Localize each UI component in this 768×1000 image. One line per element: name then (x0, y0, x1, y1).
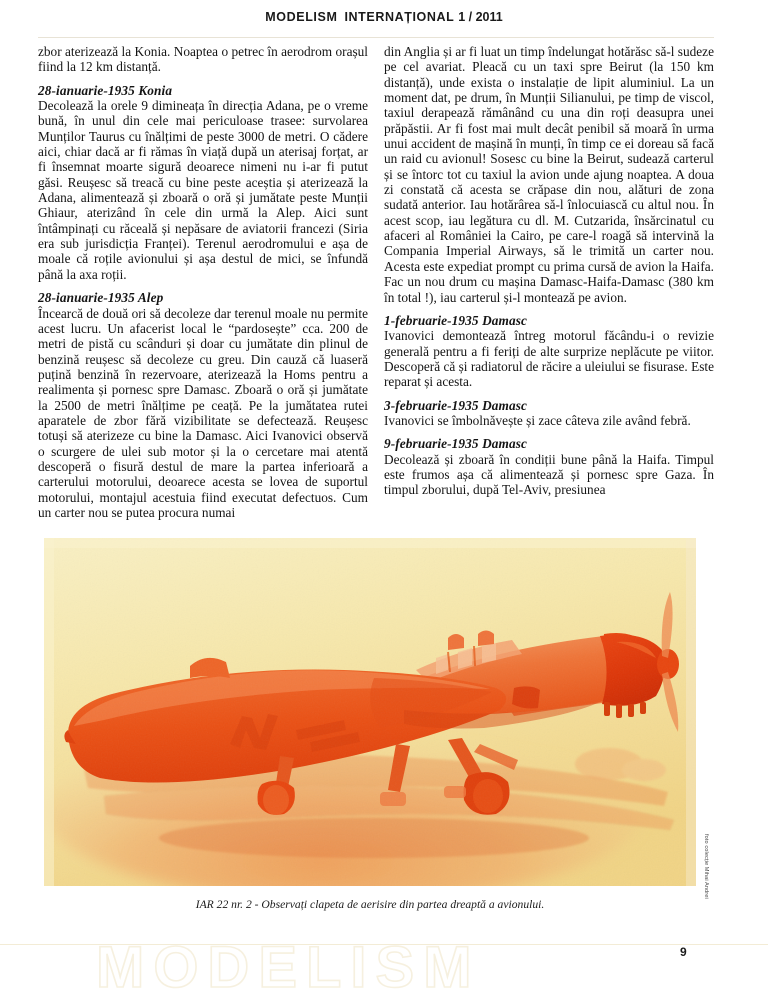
section-heading: 28-ianuarie-1935 Alep (38, 290, 164, 306)
running-head (0, 10, 768, 24)
article-body (38, 44, 714, 534)
article-photo (44, 538, 696, 886)
paragraph: Ivanovici se îmbolnăvește și zace câteva zile având febră. (384, 412, 691, 428)
aircraft-photo-illustration (44, 538, 696, 886)
page-number: 9 (680, 945, 687, 959)
magazine-name: MODELISM (265, 10, 338, 24)
photo-caption: IAR 22 nr. 2 - Observați clapeta de aerisire din partea dreaptă a avionului. (195, 898, 545, 911)
column-left (38, 44, 368, 520)
footer-watermark: MODELISM (96, 935, 481, 1000)
edition-name: INTERNAȚIONAL (344, 10, 455, 24)
issue-label: 1 / 2011 (458, 10, 503, 24)
paragraph: Încearcă de două ori să decoleze dar terenul moale nu permite acest lucru. Un afacerist local le “pardosește” cca. 200 de metri de pistă cu scânduri și doar cu jumătate din plinul de benzină reușesc să decoleze cu greu. Din cauză că luaseră puțină benzină în rezervoare, aterizează la Homs pentru a realimenta și pornesc spre Damasc. Zboară o oră și jumătate la 2500 de metri înălțime pe ceață. Pe la jumătatea rutei aparatele de zbor fără vizibilitate se defectează. Reușesc totuși să aterizeze cu bine la Damasc. Aici Ivanovici observă o scurgere de ulei sub motor și la o cercetare mai atentă descoperă o fisură destul de mare la partea inferioară a carterului motorului, deoarece acesta se lovea de suportul motorului, montajul acestuia fiind executat defectuos. Cum un carter nou se putea procura numai (38, 305, 368, 520)
section-heading: 3-februarie-1935 Damasc (384, 397, 528, 413)
paragraph: Decolează la orele 9 dimineața în direcția Adana, pe o vreme bună, în unul din cele mai periculoase trasee: survolarea Munților Taurus cu înălțimi de peste 3000 de metri. O cădere aici, chiar dacă ar fi rămas în viață după un aterisaj forțat, ar fi însemnat moarte sigură deoarece nimeni nu i-ar fi putut găsi. Reușesc să treacă cu bine peste aceștia și aterizează la Adana, alimentează și zboară o oră și jumătate peste Munții Ghiaur, aterizând în cele din urmă la Alep. Aici sunt întâmpinați cu răceală și nepăsare de aviatorii francezi (Siria era sub jurisdicția Franței). Terenul aerodromului e așa de moale că roțile avionului și așa destul de mici, se înfundă până la axa roții. (38, 98, 368, 282)
photo-image (44, 538, 696, 886)
header-divider (38, 37, 714, 38)
paragraph: din Anglia și ar fi luat un timp îndelungat hotărăsc să-l sudeze pe cel avariat. Pleacă cu un taxi spre Beirut (la 150 km distanță), unde exista o instalație de lipit aluminiul. La un moment dat, pe drum, în Munții Silianului, pe timp de viscol, taxiul derapează rămânând cu una din roți deasupra unei prăpăstii. Ar fi fost mai mult decât penibil să moară în urma unui accident de mașină în munți, în timp ce ei doreau să facă un raid cu avionul! Sosesc cu bine la Beirut, sudează carterul și se întorc tot cu taxiul la avion unde ajung noaptea. A doua zi constată că acesta se crăpase din nou, alături de zona sudată anterior. Iau hotărârea să-l înlocuiască cu altul nou. În acest scop, iau legătura cu dl. M. Cutzarida, însărcinatul cu afaceri al României la Cairo, pe care-l roagă să intervină la Compania Imperial Airways, să le trimită un carter nou. Acesta este expediat prompt cu prima cursă de avion la Haifa. Fac un nou drum cu mașina Damasc-Haifa-Damasc (380 km în total !), iau carterul și-l montează pe avion. (384, 44, 714, 305)
paragraph: Ivanovici demontează întreg motorul făcându-i o revizie generală pentru a fi feriți de alte surprize neplăcute pe viitor. Descoperă că și radiatorul de răcire a uleiului se fisurase. Este reparat și acesta. (384, 328, 714, 390)
section-heading: 28-ianuarie-1935 Konia (38, 82, 173, 98)
paragraph: zbor aterizează la Konia. Noaptea o petrec în aerodrom orașul fiind la 12 km distanță. (38, 44, 368, 75)
column-right (384, 44, 714, 498)
section-heading: 9-februarie-1935 Damasc (384, 436, 528, 452)
photo-credit: foto colecție Mihai Andrei (703, 834, 709, 899)
paragraph: Decolează și zboară în condiții bune până la Haifa. Timpul este frumos așa că alimentează și pornesc spre Gaza. În timpul zborului, după Tel-Aviv, presiunea (384, 451, 714, 498)
section-heading: 1-februarie-1935 Damasc (384, 312, 528, 328)
